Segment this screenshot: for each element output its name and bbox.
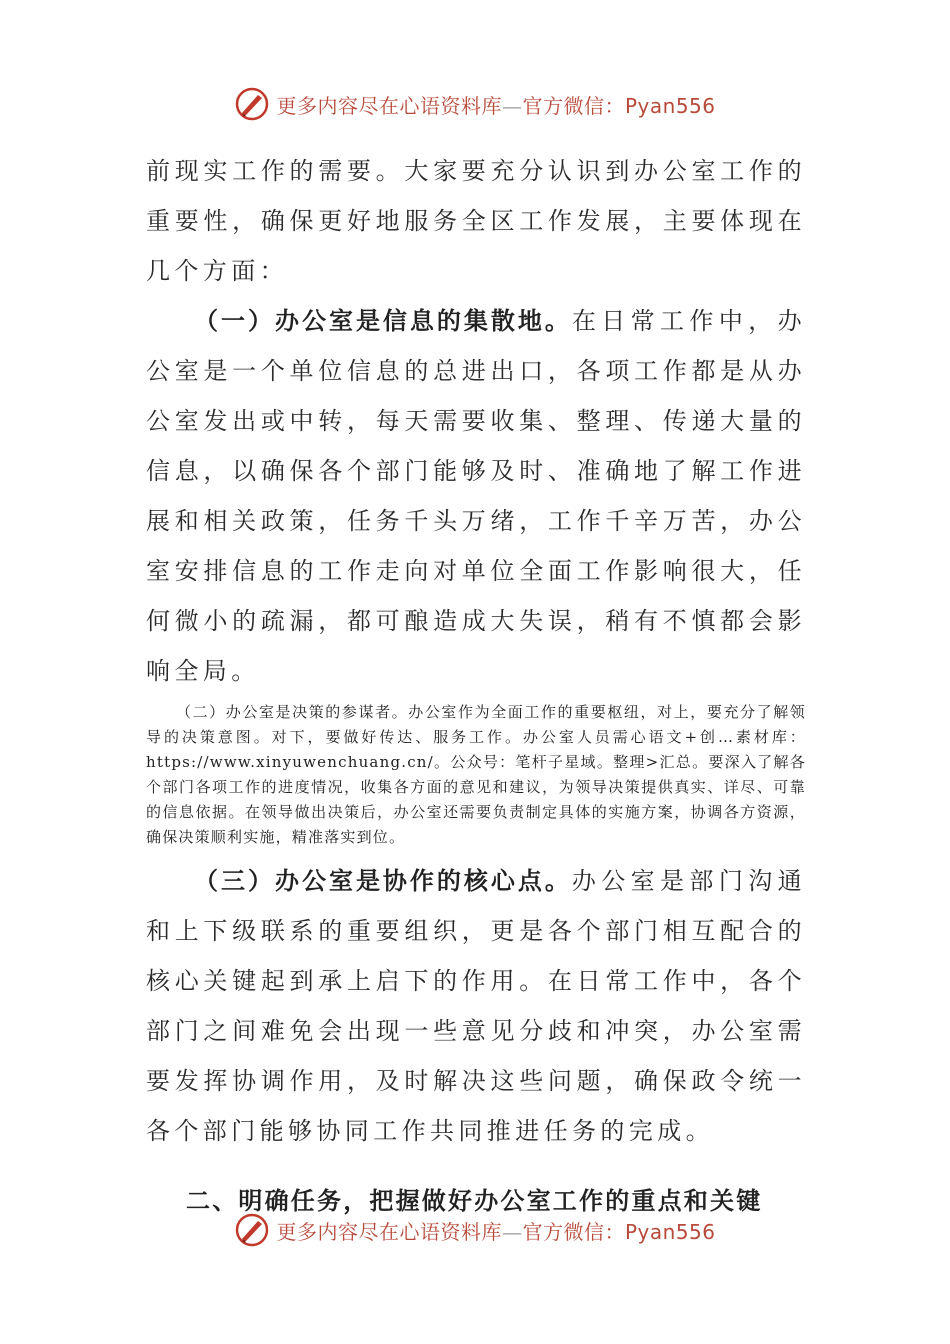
section-3-title: （三）办公室是协作的核心点。 — [194, 866, 572, 895]
pen-logo-icon — [234, 1212, 270, 1248]
paragraph-section-1: （一）办公室是信息的集散地。在日常工作中，办公室是一个单位信息的总进出口，各项工作都是从办公室发出或中转，每天需要收集、整理、传递大量的信息，以确保各个部门能够及时、准确地了解工作进展和相关政策，任务千头万绪，工作千辛万苦，办公室安排信息的工作走向对单位全面工作影响很大，任何微小的疏漏，都可酿造成大失误，稍有不慎都会影响全局。 — [146, 306, 807, 685]
footer-slogan: 更多内容尽在心语资料库—官方微信：Pyan556 — [276, 1219, 716, 1244]
header-banner — [0, 84, 950, 124]
document-body — [146, 146, 806, 1226]
pen-logo-icon — [234, 86, 270, 122]
paragraph-section-3: （三）办公室是协作的核心点。办公室是部门沟通和上下级联系的重要组织，更是各个部门相互配合的核心关键起到承上启下的作用。在日常工作中，各个部门之间难免会出现一些意见分歧和冲突，办公室需要发挥协调作用，及时解决这些问题，确保政令统一各个部门能够协同工作共同推进任务的完成。 — [146, 866, 807, 1145]
chapter-heading: 二、明确任务，把握做好办公室工作的重点和关键 — [186, 1186, 763, 1215]
header-slogan: 更多内容尽在心语资料库—官方微信：Pyan556 — [276, 93, 716, 118]
paragraph-intro: 前现实工作的需要。大家要充分认识到办公室工作的重要性，确保更好地服务全区工作发展，主要体现在几个方面： — [146, 157, 806, 285]
paragraph-section-2: （二）办公室是决策的参谋者。办公室作为全面工作的重要枢纽，对上，要充分了解领导的决策意图。对下，要做好传达、服务工作。办公室人员需心语文+创…素材库：https://www.xinyuwenchuang.cn/。公众号：笔杆子星域。整理>汇总。要深入了解各个部门各项工作的进度情况，收集各方面的意见和建议，为领导决策提供真实、详尽、可靠的信息依据。在领导做出决策后，办公室还需要负责制定具体的实施方案，协调各方资源，确保决策顺利实施，精准落实到位。 — [146, 703, 806, 846]
section-1-title: （一）办公室是信息的集散地。 — [194, 306, 572, 335]
footer-banner — [0, 1210, 950, 1250]
